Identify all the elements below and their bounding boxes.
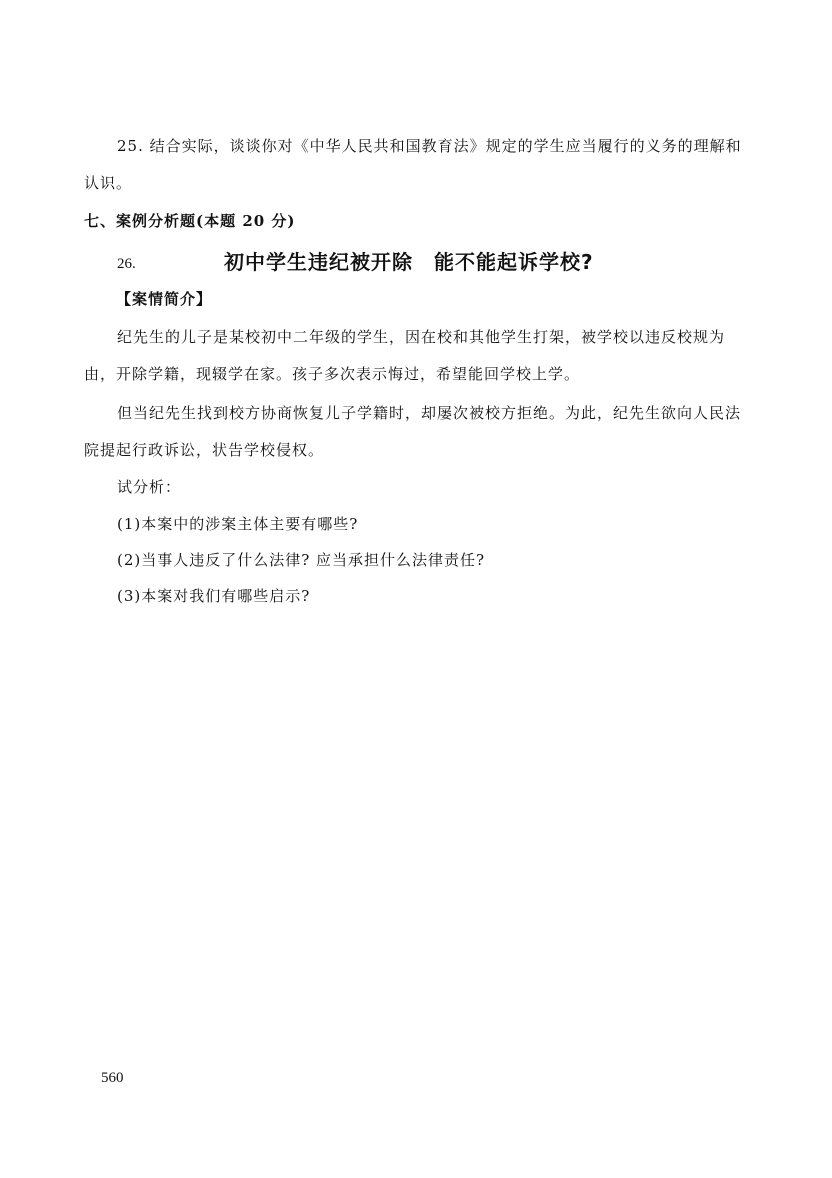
case-title: 初中学生违纪被开除 能不能起诉学校?	[224, 250, 594, 274]
sub-question-3: (3)本案对我们有哪些启示?	[117, 587, 311, 605]
question-26-number: 26.	[117, 256, 136, 272]
question-25-line-1: 25. 结合实际，谈谈你对《中华人民共和国教育法》规定的学生应当履行的义务的理解和	[117, 137, 742, 155]
sub-question-2: (2)当事人违反了什么法律? 应当承担什么法律责任?	[117, 551, 486, 569]
section-7-heading: 七、案例分析题(本题 20 分)	[84, 212, 296, 230]
analyze-label: 试分析：	[117, 478, 182, 496]
case-paragraph-2-line-2: 院提起行政诉讼，状告学校侵权。	[84, 441, 325, 459]
case-paragraph-1-line-2: 由，开除学籍，现辍学在家。孩子多次表示悔过，希望能回学校上学。	[84, 365, 581, 383]
case-paragraph-1-line-1: 纪先生的儿子是某校初中二年级的学生，因在校和其他学生打架，被学校以违反校规为	[117, 328, 726, 346]
case-paragraph-2-line-1: 但当纪先生找到校方协商恢复儿子学籍时，却屡次被校方拒绝。为此，纪先生欲向人民法	[117, 404, 742, 422]
case-brief-label: 【案情简介】	[116, 290, 213, 308]
question-25-line-2: 认识。	[84, 174, 133, 192]
page-number: 560	[101, 1070, 124, 1086]
sub-question-1: (1)本案中的涉案主体主要有哪些?	[117, 515, 359, 533]
